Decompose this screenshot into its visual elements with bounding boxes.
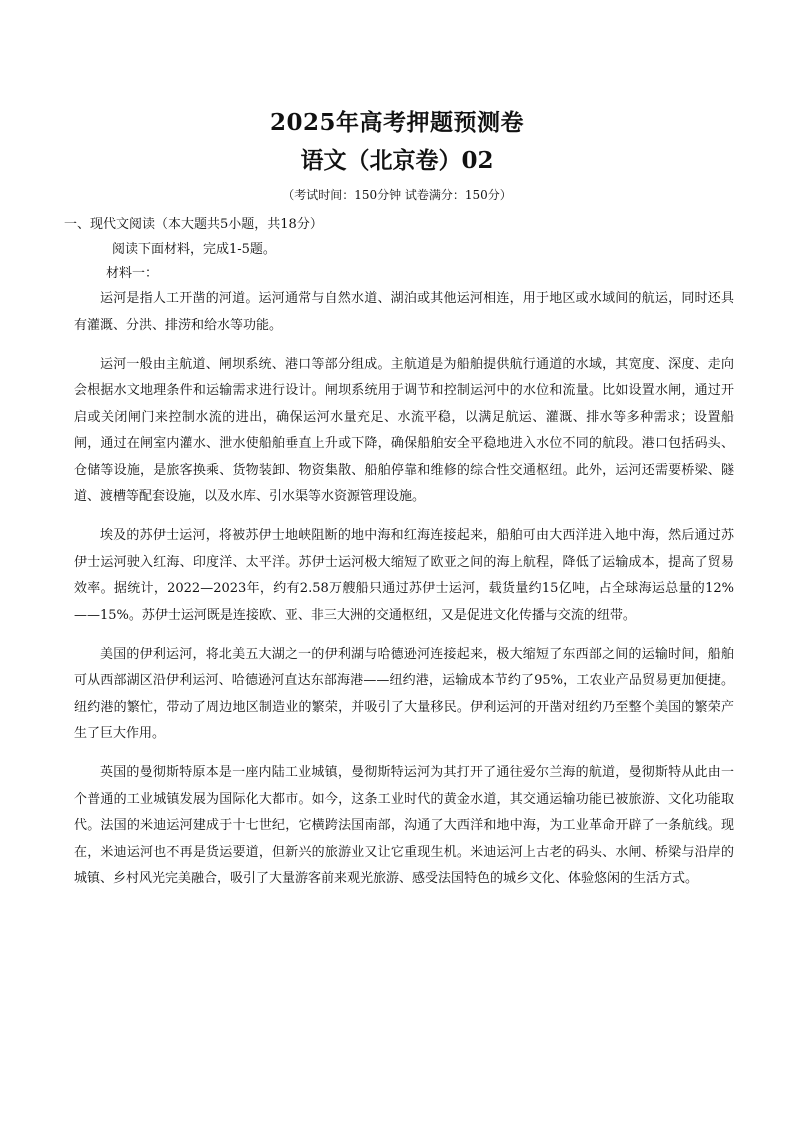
- exam-subtitle: 语文（北京卷）02: [300, 147, 494, 174]
- paragraph: 美国的伊利运河，将北美五大湖之一的伊利湖与哈德逊河连接起来，极大缩短了东西部之间的运输时间，船舶可从西部湖区沿伊利运河、哈德逊河直达东部海港——纽约港，运输成本节约了95%，工农业产品贸易更加便捷。纽约港的繁忙，带动了周边地区制造业的繁荣，并吸引了大量移民。伊利运河的开凿对纽约乃至整个美国的繁荣产生了巨大作用。: [74, 646, 734, 741]
- paragraph: 运河是指人工开凿的河道。运河通常与自然水道、湖泊或其他运河相连，用于地区或水域间的航运，同时还具有灌溉、分洪、排涝和给水等功能。: [74, 291, 734, 333]
- exam-info: （考试时间：150分钟 试卷满分：150分）: [282, 188, 512, 202]
- paragraph: 英国的曼彻斯特原本是一座内陆工业城镇，曼彻斯特运河为其打开了通往爱尔兰海的航道，曼彻斯特从此由一个普通的工业城镇发展为国际化大都市。如今，这条工业时代的黄金水道，其交通运输功能已被旅游、文化功能取代。法国的米迪运河建成于十七世纪，它横跨法国南部，沟通了大西洋和地中海，为工业革命开辟了一条航线。现在，米迪运河也不再是货运要道，但新兴的旅游业又让它重现生机。米迪运河上古老的码头、水闸、桥梁与沿岸的城镇、乡村风光完美融合，吸引了大量游客前来观光旅游、感受法国特色的城乡文化、体验悠闲的生活方式。: [74, 765, 734, 886]
- material-label: 材料一：: [106, 266, 159, 281]
- paragraph: 埃及的苏伊士运河，将被苏伊士地峡阻断的地中海和红海连接起来，船舶可由大西洋进入地中海，然后通过苏伊士运河驶入红海、印度洋、太平洋。苏伊士运河极大缩短了欧亚之间的海上航程，降低了运输成本，提高了贸易效率。据统计，2022—2023年，约有2.58万艘船只通过苏伊士运河，载货量约15亿吨，占全球海运总量的12%——15%。苏伊士运河既是连接欧、亚、非三大洲的交通枢纽，又是促进文化传播与交流的纽带。: [74, 528, 734, 623]
- material-body: [74, 286, 734, 893]
- section-heading: 一、现代文阅读（本大题共5小题，共18分）: [64, 217, 323, 232]
- reading-instruction: 阅读下面材料，完成1-5题。: [112, 242, 276, 257]
- exam-title: 2025年高考押题预测卷: [269, 109, 524, 136]
- paragraph: 运河一般由主航道、闸坝系统、港口等部分组成。主航道是为船舶提供航行通道的水域，其宽度、深度、走向会根据水文地理条件和运输需求进行设计。闸坝系统用于调节和控制运河中的水位和流量。比如设置水闸，通过开启或关闭闸门来控制水流的进出，确保运河水量充足、水流平稳，以满足航运、灌溉、排水等多种需求；设置船闸，通过在闸室内灌水、泄水使船舶垂直上升或下降，确保船舶安全平稳地进入水位不同的航段。港口包括码头、仓储等设施，是旅客换乘、货物装卸、物资集散、船舶停靠和维修的综合性交通枢纽。此外，运河还需要桥梁、隧道、渡槽等配套设施，以及水库、引水渠等水资源管理设施。: [74, 356, 734, 504]
